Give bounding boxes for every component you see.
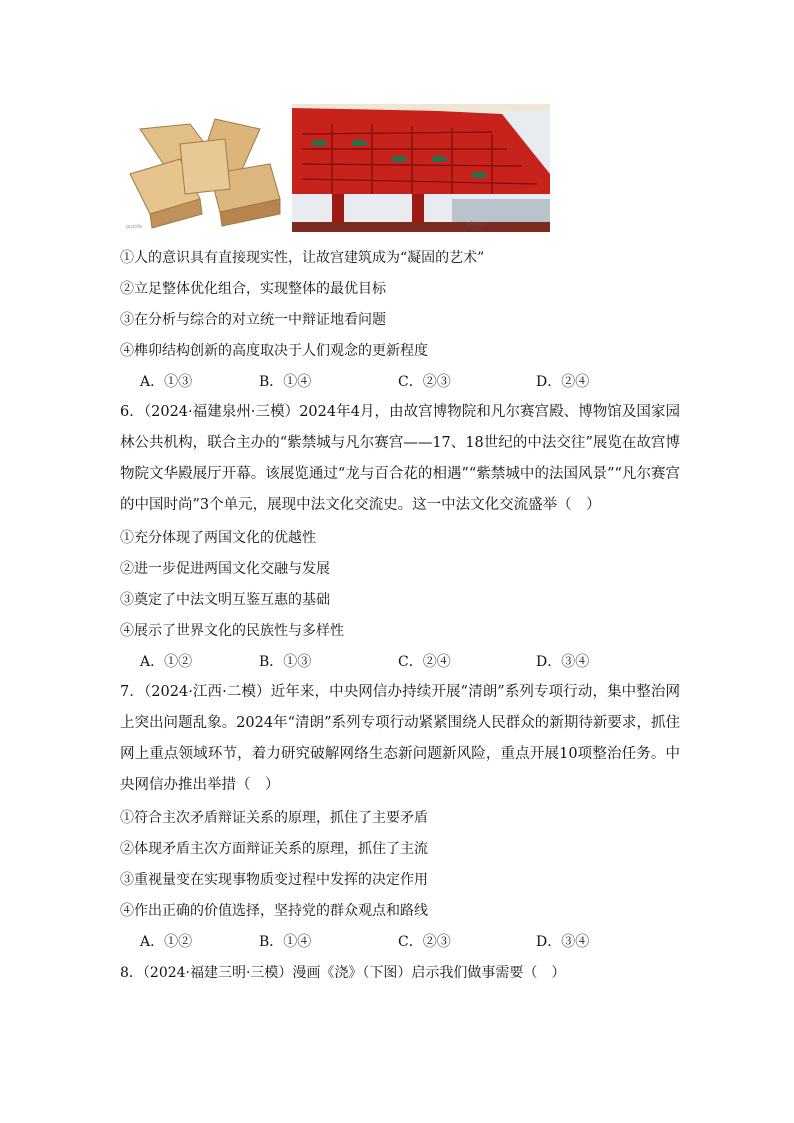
q7-stem: 7．（2024·江西·二模）近年来，中央网信办持续开展“清朗”系列专项行动，集中整治网上突出问题乱象。2024年“清朗”系列专项行动紧紧围绕人民群众的新期待新要求，抓住网上重点领域环节，着力研究破解网络生态新问题新风险，重点开展10项整治任务。中央网信办推出举措（ ） xyxy=(120,684,680,793)
q7-statement-2: ②体现矛盾主次方面辩证关系的原理，抓住了主流 xyxy=(120,841,428,857)
q6-option-a[interactable]: A．①② xyxy=(140,654,193,670)
q7-statement-1: ①符合主次矛盾辩证关系的原理，抓住了主要矛盾 xyxy=(120,810,428,826)
q5-statement-2: ②立足整体优化组合，实现整体的最优目标 xyxy=(120,281,386,297)
q6-option-c[interactable]: C．②④ xyxy=(398,654,451,670)
q5-option-c[interactable]: C．②③ xyxy=(398,374,451,390)
svg-text:photo: photo xyxy=(467,221,485,228)
q6-option-b[interactable]: B．①③ xyxy=(259,654,312,670)
q7-option-c[interactable]: C．②③ xyxy=(398,934,451,950)
q7-option-a[interactable]: A．①② xyxy=(140,934,193,950)
q5-statement-1: ①人的意识具有直接现实性，让故宫建筑成为“凝固的艺术” xyxy=(120,250,485,266)
q5-option-a[interactable]: A．①③ xyxy=(140,374,193,390)
q6-statement-4: ④展示了世界文化的民族性与多样性 xyxy=(120,623,344,639)
q5-statement-4: ④榫卯结构创新的高度取决于人们观念的更新程度 xyxy=(120,343,428,359)
q6-option-d[interactable]: D．③④ xyxy=(536,654,590,670)
wooden-mortise-tenon-puzzle xyxy=(120,104,288,232)
q5-option-d[interactable]: D．②④ xyxy=(536,374,590,390)
q5-statement-3: ③在分析与综合的对立统一中辩证地看问题 xyxy=(120,312,386,328)
q7-option-d[interactable]: D．③④ xyxy=(536,934,590,950)
q7-option-b[interactable]: B．①④ xyxy=(259,934,312,950)
q7-statement-3: ③重视量变在实现事物质变过程中发挥的决定作用 xyxy=(120,872,428,888)
q6-statement-3: ③奠定了中法文明互鉴互惠的基础 xyxy=(120,592,330,608)
q5-option-b[interactable]: B．①④ xyxy=(259,374,312,390)
q6-statement-2: ②进一步促进两国文化交融与发展 xyxy=(120,561,330,577)
q6-statement-1: ①充分体现了两国文化的优越性 xyxy=(120,530,316,546)
svg-text:puzzle: puzzle xyxy=(126,224,143,230)
q6-stem: 6．（2024·福建泉州·三模）2024年4月，由故宫博物院和凡尔赛宫殿、博物馆及国家园林公共机构，联合主办的“紫禁城与凡尔赛宫——17、18世纪的中法交往”展览在故宫博物院文华殿展厅开幕。该展览通过“龙与百合花的相遇”“紫禁城中的法国风景”“凡尔赛宫的中国时尚”3个单元，展现中法文化交流史。这一中法文化交流盛举（ ） xyxy=(120,404,680,513)
q8-stem: 8．（2024·福建三明·三模）漫画《浇》（下图）启示我们做事需要（ ） xyxy=(120,965,566,981)
forbidden-city-eave-bracket-photo xyxy=(292,104,550,232)
q7-statement-4: ④作出正确的价值选择，坚持党的群众观点和路线 xyxy=(120,903,428,919)
